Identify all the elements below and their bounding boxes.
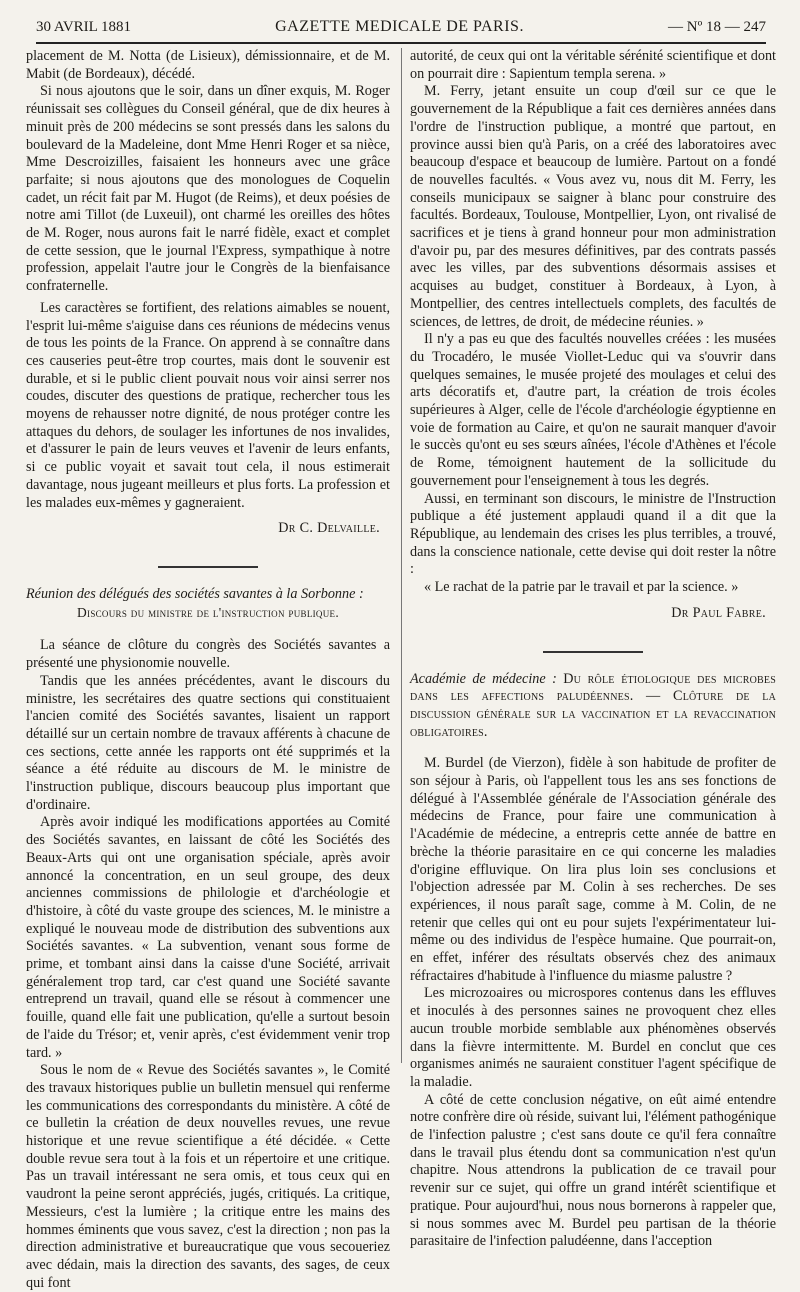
paragraph: placement de M. Notta (de Lisieux), démissionnaire, et de M. Mabit (de Bordeaux), décédé. bbox=[26, 48, 390, 82]
paragraph: Sous le nom de « Revue des Sociétés savantes », le Comité des travaux historiques publie un bulletin mensuel qui renferme les communications des correspondants du ministère. A côté de ce bulletin la création de deux nouvelles revues, une revue historique et une revue scientifique a été décidée. « Cette double revue sera tout à la fois et un répertoire et une critique. Pas un travail intéressant ne sera omis, et tous ceux qui en vaudront la peine seront appréciés, jugés, critiqués. La critique, Messieurs, c'est la lumière ; la critique entre les mains des hommes éminents que vous savez, c'est la direction ; non pas la direction administrative et bureaucratique que vous secoueriez avec dédain, mais la direction des savants, des sages, de ceux qui font bbox=[26, 1062, 390, 1291]
column-divider bbox=[401, 48, 402, 1063]
signature-fabre: Dr Paul Fabre. bbox=[671, 604, 766, 621]
left-column bbox=[26, 48, 390, 1292]
paragraph: autorité, de ceux qui ont la véritable sérénité scientifique et dont on pourrait dire : Sapientum templa serena. » bbox=[410, 48, 776, 82]
section-separator bbox=[158, 566, 258, 568]
section-subtitle-discours: Discours du ministre de l'instruction publique. bbox=[76, 604, 340, 620]
paragraph: Si nous ajoutons que le soir, dans un dîner exquis, M. Roger réunissait ses collègues du Conseil général, que de dix heures à minuit près de 200 médecins se sont pressés dans les salons du boulevard de la Madeleine, dont Mme Henri Roger et sa nièce, Mme Descroizilles, faisaient les honneurs avec une grâce parfaite; si nous ajoutons que des monologues de Coquelin cadet, un récit fait par M. Hugot (de Reims), et deux poésies de notre ami Tillot (de Luxeuil), ont charmé les oreilles des hôtes de M. Roger, nous aurons fait le narré fidèle, exact et complet de cette session, que le journal l'Express, sympathique à notre profession, appelait l'autre jour le Congrès de la bienfaisance confraternelle. bbox=[26, 83, 390, 295]
paragraph: A côté de cette conclusion négative, on eût aimé entendre notre confrère dire où réside, suivant lui, l'élément pathogénique de l'infection palustre ; c'est sans doute ce qu'il fera connaître dans le travail plus étendu dont sa communication n'est qu'un chapitre. Nous attendrons la publication de ce travail pour revenir sur ce sujet, qui offre un grand intérêt scientifique et pratique. Pour aujourd'hui, nous nous bornerons à rappeler que, si nous sommes avec M. Burdel peu partisan de la théorie parasitaire de l'infection paludéenne, dans l'acception bbox=[410, 1091, 776, 1250]
header-rule bbox=[36, 42, 766, 44]
section-head-academie: Académie de médecine : Du rôle étiologique des microbes dans les affections paludéennes. — Clôture de la discussion générale sur la vaccination et la revaccination obligatoires. bbox=[410, 670, 776, 740]
right-column bbox=[410, 48, 776, 1251]
section-title-sorbonne: Réunion des délégués des sociétés savantes à la Sorbonne : bbox=[26, 585, 364, 602]
page-header bbox=[36, 18, 766, 40]
header-date: 30 AVRIL 1881 bbox=[36, 19, 132, 35]
paragraph: Après avoir indiqué les modifications apportées au Comité des Sociétés savantes, en laissant de côté les Sociétés des Beaux-Arts qui ont une organisation spéciale, après avoir annoncé la concentration, en un seul groupe, des deux anciennes commissions de philologie et d'archéologie et d'histoire, à côté du vaste groupe des sciences, M. le ministre a expliqué le nouveau mode de distribution des subventions aux Sociétés savantes. « La subvention, venant sous forme de prime, et tombant ainsi dans la caisse d'une Société, arrivait généralement trop tard, car c'est quand une Société savante entreprend un travail, quand elle se résout à commencer une fouille, quand elle fait une publication, qu'elle a surtout besoin de l'aide du Trésor; et, venir après, c'est évidemment venir trop tard. » bbox=[26, 814, 390, 1061]
issue-page-number: — Nº 18 — 247 bbox=[668, 19, 766, 35]
paragraph: La séance de clôture du congrès des Sociétés savantes a présenté une physionomie nouvelle. bbox=[26, 637, 390, 672]
paragraph: Aussi, en terminant son discours, le ministre de l'Instruction publique a été justement applaudi quand il a dit que la République, au lendemain des crises les plus terribles, a trouvé, dans la conscience nationale, cette devise qui doit rester la nôtre : bbox=[410, 490, 776, 578]
journal-title: GAZETTE MEDICALE DE PARIS. bbox=[275, 18, 524, 35]
paragraph: Il n'y a pas eu que des facultés nouvelles créées : les musées du Trocadéro, le musée Viollet-Leduc qui va s'ouvrir dans quelques semaines, le musée projeté des moulages et celui des arts décoratifs et, d'autre part, la création de trois écoles supérieures à Alger, celle de l'école d'archéologie égyptienne en voie de formation au Caire, et qu'on ne saurait manquer d'avoir le succès qu'ont eu ses sœurs aînées, l'école d'Athènes et l'école de Rome, témoignent hautement de la sollicitude du gouvernement pour l'enseignement à tous les degrés. bbox=[410, 331, 776, 489]
signature-delvaille: Dr C. Delvaille. bbox=[278, 520, 380, 537]
quote-devise: « Le rachat de la patrie par le travail et par la science. » bbox=[424, 579, 739, 596]
section-separator bbox=[543, 651, 643, 653]
paragraph: M. Burdel (de Vierzon), fidèle à son habitude de profiter de son séjour à Paris, où l'appellent tous les ans ses fonctions de délégué à l'Assemblée générale de l'Association générale des médecins de France, pour faire une communication à l'Académie de médecine, a entrepris cette année de battre en brèche la théorie parasitaire en ce qui concerne les maladies d'origine effluvique. On lira plus loin ses conclusions et l'objection adressée par M. Colin à ses recherches. De ses expériences, il nous paraît sage, comme à M. Colin, de ne retenir que celles qui ont eu pour sujets l'expérimentateur lui-même ou des individus de l'espèce humaine. Que pourrait-on, en effet, inférer des résultats observés chez des animaux réfractaires d'habitude à l'influence du miasme palustre ? bbox=[410, 755, 776, 984]
paragraph: Les caractères se fortifient, des relations aimables se nouent, l'esprit lui-même s'aiguise dans ces réunions de médecins venus de tous les points de la France. On apprend à se connaître dans ces causeries peut-être trop courtes, mais dont le souvenir est durable, et si le public client pouvait nous voir ainsi serrer nos coudes, discuter des questions de pratique, rechercher tous les moyens de rehausser notre dignité, de nous protéger contre les attaques du dehors, de soulager les infortunes de nos invalides, et d'assurer le pain de leurs veuves et l'avenir de leurs enfants, si ce public voyait et savait tout cela, il nous estimerait davantage, nous jugeant meilleurs et plus forts. La profession et les malades eux-mêmes y gagneraient. bbox=[26, 299, 390, 511]
paragraph: Tandis que les années précédentes, avant le discours du ministre, les secrétaires des quatre sections qui constituaient l'ancien comité des Sociétés savantes, lisaient un rapport détaillé sur un certain nombre de travaux afférents à chacune de ces sections, cette année les rapports ont été supprimés et la séance a été réduite au discours de M. le ministre de l'instruction publique, discours beaucoup plus important que d'ordinaire. bbox=[26, 672, 390, 813]
paragraph: M. Ferry, jetant ensuite un coup d'œil sur ce que le gouvernement de la République a fait ces dernières années dans l'ordre de l'instruction publique, a montré que partout, en province aussi bien qu'à Paris, on a créé des laboratoires avec beaucoup d'espace et beaucoup de lumière. Partout on a fondé de nouvelles facultés. « Vous avez vu, nous dit M. Ferry, les conseils municipaux se saigner à blanc pour construire des facultés. Bordeaux, Toulouse, Montpellier, Lyon, ont rivalisé de sacrifices et je tiens à grand honneur pour mon administration d'avoir pu, par des mesures définitives, par des contrats passés avec les villes, par des subventions désormais assises et acquises au budget, constituer à Bordeaux, à Lyon, à Montpellier, des centres intellectuels complets, des facultés de sciences, de lettres, de droit, de médecine réunies. » bbox=[410, 83, 776, 330]
paragraph: Les microzoaires ou microspores contenus dans les effluves et inoculés à des personnes saines ne provoquent chez elles aucun trouble morbide semblable aux phénomènes observés dans la fièvre intermittente. M. Burdel en conclut que ces organismes animés ne sauraient constituer l'agent spécifique de la maladie. bbox=[410, 985, 776, 1090]
